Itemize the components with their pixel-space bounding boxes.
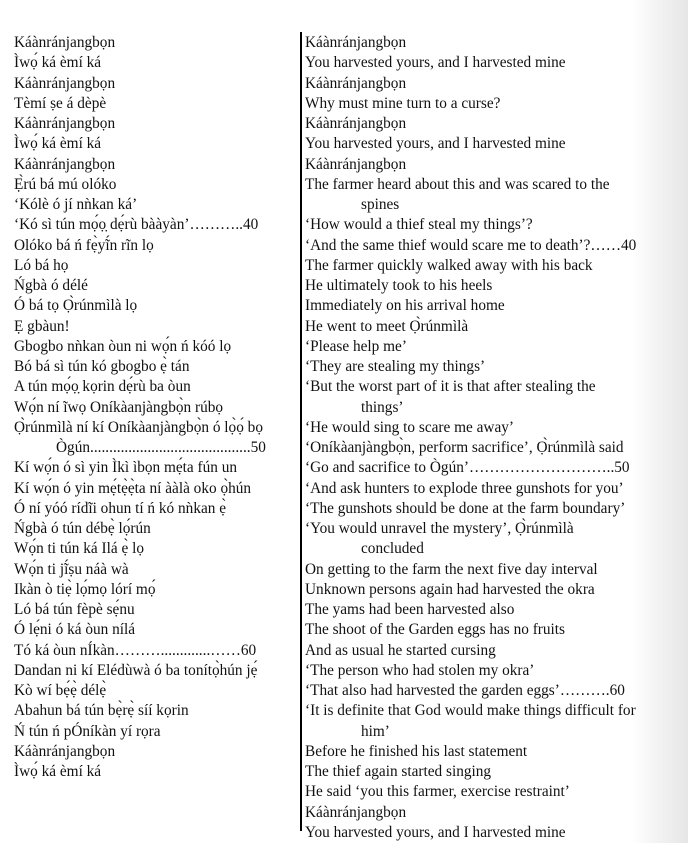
yoruba-line: Wọ́n ní ĩwọ Oníkàanjàngbọ̀n rúbọ — [14, 398, 224, 416]
english-line-text: Káànránjangbọn — [305, 155, 407, 173]
english-line-text: ‘That also had harvested the garden eggs’……….60 — [305, 682, 625, 699]
yoruba-line: Ń tún ń pÓníkàn yí rọra — [14, 722, 161, 740]
english-line-text: ‘And ask hunters to explode three gunshots for you’ — [305, 479, 624, 497]
english-line — [305, 600, 635, 620]
yoruba-line: A tún mọ́ọ̣ kọrin dẹ́rù ba òun — [14, 378, 191, 396]
yoruba-line: Ikàn ò tiẹ̀ lọ́mọ lórí mọ́ — [14, 580, 156, 598]
yoruba-line: Ló bá tún fèpè sẹ́nu — [14, 601, 135, 618]
english-line-text: The shoot of the Garden eggs has no fruits — [305, 621, 565, 639]
english-line-continuation: concluded — [361, 540, 424, 558]
english-line-continuation: spines — [361, 196, 400, 213]
english-line-continuation: things’ — [361, 398, 404, 416]
english-line-text: Before he finished his last statement — [305, 742, 528, 760]
english-line-text: You harvested yours, and I harvested mine — [305, 135, 566, 153]
english-line — [305, 134, 635, 154]
english-line-text: ‘How would a thief steal my things’? — [305, 216, 533, 234]
english-line — [305, 377, 635, 418]
yoruba-line: Ìwọ́ ká èmí ká — [14, 54, 102, 72]
english-line-text: Káànránjangbọn — [305, 74, 407, 92]
english-line — [305, 53, 635, 73]
yoruba-line: Ẹ gbàun! — [14, 317, 70, 335]
column-divider — [300, 32, 302, 831]
yoruba-line: Ló bá họ — [14, 256, 69, 274]
yoruba-line: Gbogbo nǹkan òun ni wọ́n ń kóó lọ — [14, 337, 232, 355]
english-line — [305, 701, 635, 742]
english-line-text: ‘The person who had stolen my okra’ — [305, 661, 535, 679]
english-line — [305, 155, 635, 175]
english-line-text: ‘It is definite that God would make things difficult for — [305, 702, 636, 720]
yoruba-line: Kí wọ́n ó sì yin Ìkì ìbọn mẹ́ta fún un — [14, 459, 238, 477]
yoruba-line: Kò wí bẹ́ẹ̀ délẹ̀ — [14, 682, 107, 699]
english-line-text: Káànránjangbọn — [305, 803, 407, 821]
yoruba-line: Ńgbà ó délé — [14, 277, 88, 294]
yoruba-line: Tó ká òun nÍkàn……….............……60 — [14, 641, 257, 659]
yoruba-line: Ńgbà ó tún débẹ̀ lọ́rún — [14, 520, 151, 537]
english-line-text: Káànránjangbọn — [305, 115, 407, 132]
english-line-text: ‘The gunshots should be done at the farm boundary’ — [305, 499, 626, 517]
english-line — [305, 742, 635, 762]
english-line — [305, 418, 635, 438]
english-line-text: ‘Go and sacrifice to Ògún’………………………..50 — [305, 459, 630, 477]
english-line — [305, 803, 635, 823]
english-line-text: He ultimately took to his heels — [305, 277, 493, 294]
english-line-text: ‘He would sing to scare me away’ — [305, 418, 514, 436]
english-line — [305, 175, 635, 216]
english-line-text: And as usual he started cursing — [305, 641, 496, 659]
yoruba-line: Ìwọ́ ká èmí ká — [14, 763, 102, 780]
english-line-text: ‘You would unravel the mystery’, Ọ̀rúnmìlà — [305, 520, 574, 537]
english-line-text: Immediately on his arrival home — [305, 297, 505, 315]
english-line — [305, 620, 635, 640]
english-line-text: The thief again started singing — [305, 763, 492, 780]
yoruba-line: Olóko bá ń fẹ̀yĩ́n rĩn lọ — [14, 236, 154, 254]
english-line — [305, 33, 635, 53]
english-line — [305, 762, 635, 782]
yoruba-line: Kí wọ́n ó yin mẹ́tẹ̀ẹ̀ta ní ààlà oko ọ̀hún — [14, 479, 252, 497]
yoruba-line: Káànránjangbọn — [14, 115, 116, 132]
yoruba-line: Ọ̀rúnmìlà ní kí Oníkàanjàngbọ̀n ó lọ̀ọ́ bọ — [14, 418, 263, 436]
english-line — [305, 661, 635, 681]
yoruba-line: Wọ́n ti tún ká Ilá ẹ̀ lọ — [14, 540, 144, 558]
english-line-text: You harvested yours, and I harvested mine — [305, 54, 566, 72]
yoruba-line: Ó bá tọ Ọ̀rúnmìlà lọ — [14, 297, 138, 315]
yoruba-line: Abahun bá tún bẹ̀rẹ̀ síí kọrin — [14, 702, 189, 720]
english-line-text: He went to meet Ọ̀rúnmìlà — [305, 317, 469, 335]
english-line — [305, 74, 635, 94]
yoruba-line: ‘Kólè ó jí nǹkan ká’ — [14, 196, 138, 213]
english-line-text: ‘Oníkàanjàngbọ̀n, perform sacrifice’, Ọ̀rúnmìlà said — [305, 439, 624, 456]
english-line — [305, 215, 635, 235]
yoruba-line: Káànránjangbọn — [14, 155, 116, 173]
english-line — [305, 580, 635, 600]
yoruba-line: Dandan ni kí Elédùwà ó ba tonítọ̀hún jẹ́ — [14, 661, 258, 679]
english-line — [305, 296, 635, 316]
english-line — [305, 823, 635, 843]
yoruba-line: ‘Kó sì tún mọ́ọ̣ dẹ́rù bààyàn’………..40 — [14, 216, 259, 234]
english-line — [305, 276, 635, 296]
yoruba-line: Ògún..........................................50 — [56, 439, 266, 456]
english-line — [305, 479, 635, 499]
english-line — [305, 458, 635, 478]
english-line-text: Why must mine turn to a curse? — [305, 94, 501, 112]
english-line — [305, 317, 635, 337]
english-line-text: You harvested yours, and I harvested mine — [305, 823, 566, 841]
yoruba-line: Káànránjangbọn — [14, 74, 116, 92]
english-line-text: ‘But the worst part of it is that after stealing the — [305, 378, 596, 396]
english-line — [305, 499, 635, 519]
english-line — [305, 357, 635, 377]
yoruba-line: Káànránjangbọn — [14, 34, 116, 51]
english-line — [305, 681, 635, 701]
yoruba-line: Ìwọ́ ká èmí ká — [14, 135, 102, 153]
yoruba-text-column — [14, 33, 300, 782]
english-line-text: ‘They are stealing my things’ — [305, 358, 486, 375]
english-line — [305, 438, 635, 458]
english-line-text: Unknown persons again had harvested the okra — [305, 580, 595, 598]
english-line — [305, 641, 635, 661]
english-line-text: The farmer quickly walked away with his back — [305, 256, 593, 274]
yoruba-line: Ẹ̀rú bá mú olóko — [14, 175, 117, 193]
english-line — [305, 94, 635, 114]
english-line — [305, 256, 635, 276]
yoruba-line: Tèmí ṣe á dèpè — [14, 94, 107, 112]
english-translation-column — [305, 33, 635, 843]
english-line — [305, 560, 635, 580]
english-line — [305, 114, 635, 134]
yoruba-line: Ó ní yóó rídĩi ohun tí ń kó nǹkan ẹ̀ — [14, 499, 227, 517]
yoruba-line: Bó bá sì tún kó gbogbo ẹ̀ tán — [14, 358, 190, 375]
english-line — [305, 337, 635, 357]
yoruba-line: Ó lẹ́ni ó ká òun nílá — [14, 621, 136, 639]
yoruba-line: Wọ́n ti jĩ́ṣu náà wà — [14, 560, 129, 578]
english-line-text: The farmer heard about this and was scared to the — [305, 175, 610, 193]
english-line — [305, 519, 635, 560]
english-line-text: Káànránjangbọn — [305, 34, 407, 51]
english-line — [305, 236, 635, 256]
english-line-text: ‘Please help me’ — [305, 337, 407, 355]
english-line-text: ‘And the same thief would scare me to death’?……40 — [305, 236, 637, 254]
yoruba-line: Káànránjangbọn — [14, 742, 116, 760]
english-line-continuation: him’ — [361, 722, 390, 740]
english-line-text: The yams had been harvested also — [305, 601, 515, 618]
english-line-text: On getting to the farm the next five day interval — [305, 560, 598, 578]
english-line-text: He said ‘you this farmer, exercise restraint’ — [305, 783, 570, 801]
english-line — [305, 782, 635, 802]
